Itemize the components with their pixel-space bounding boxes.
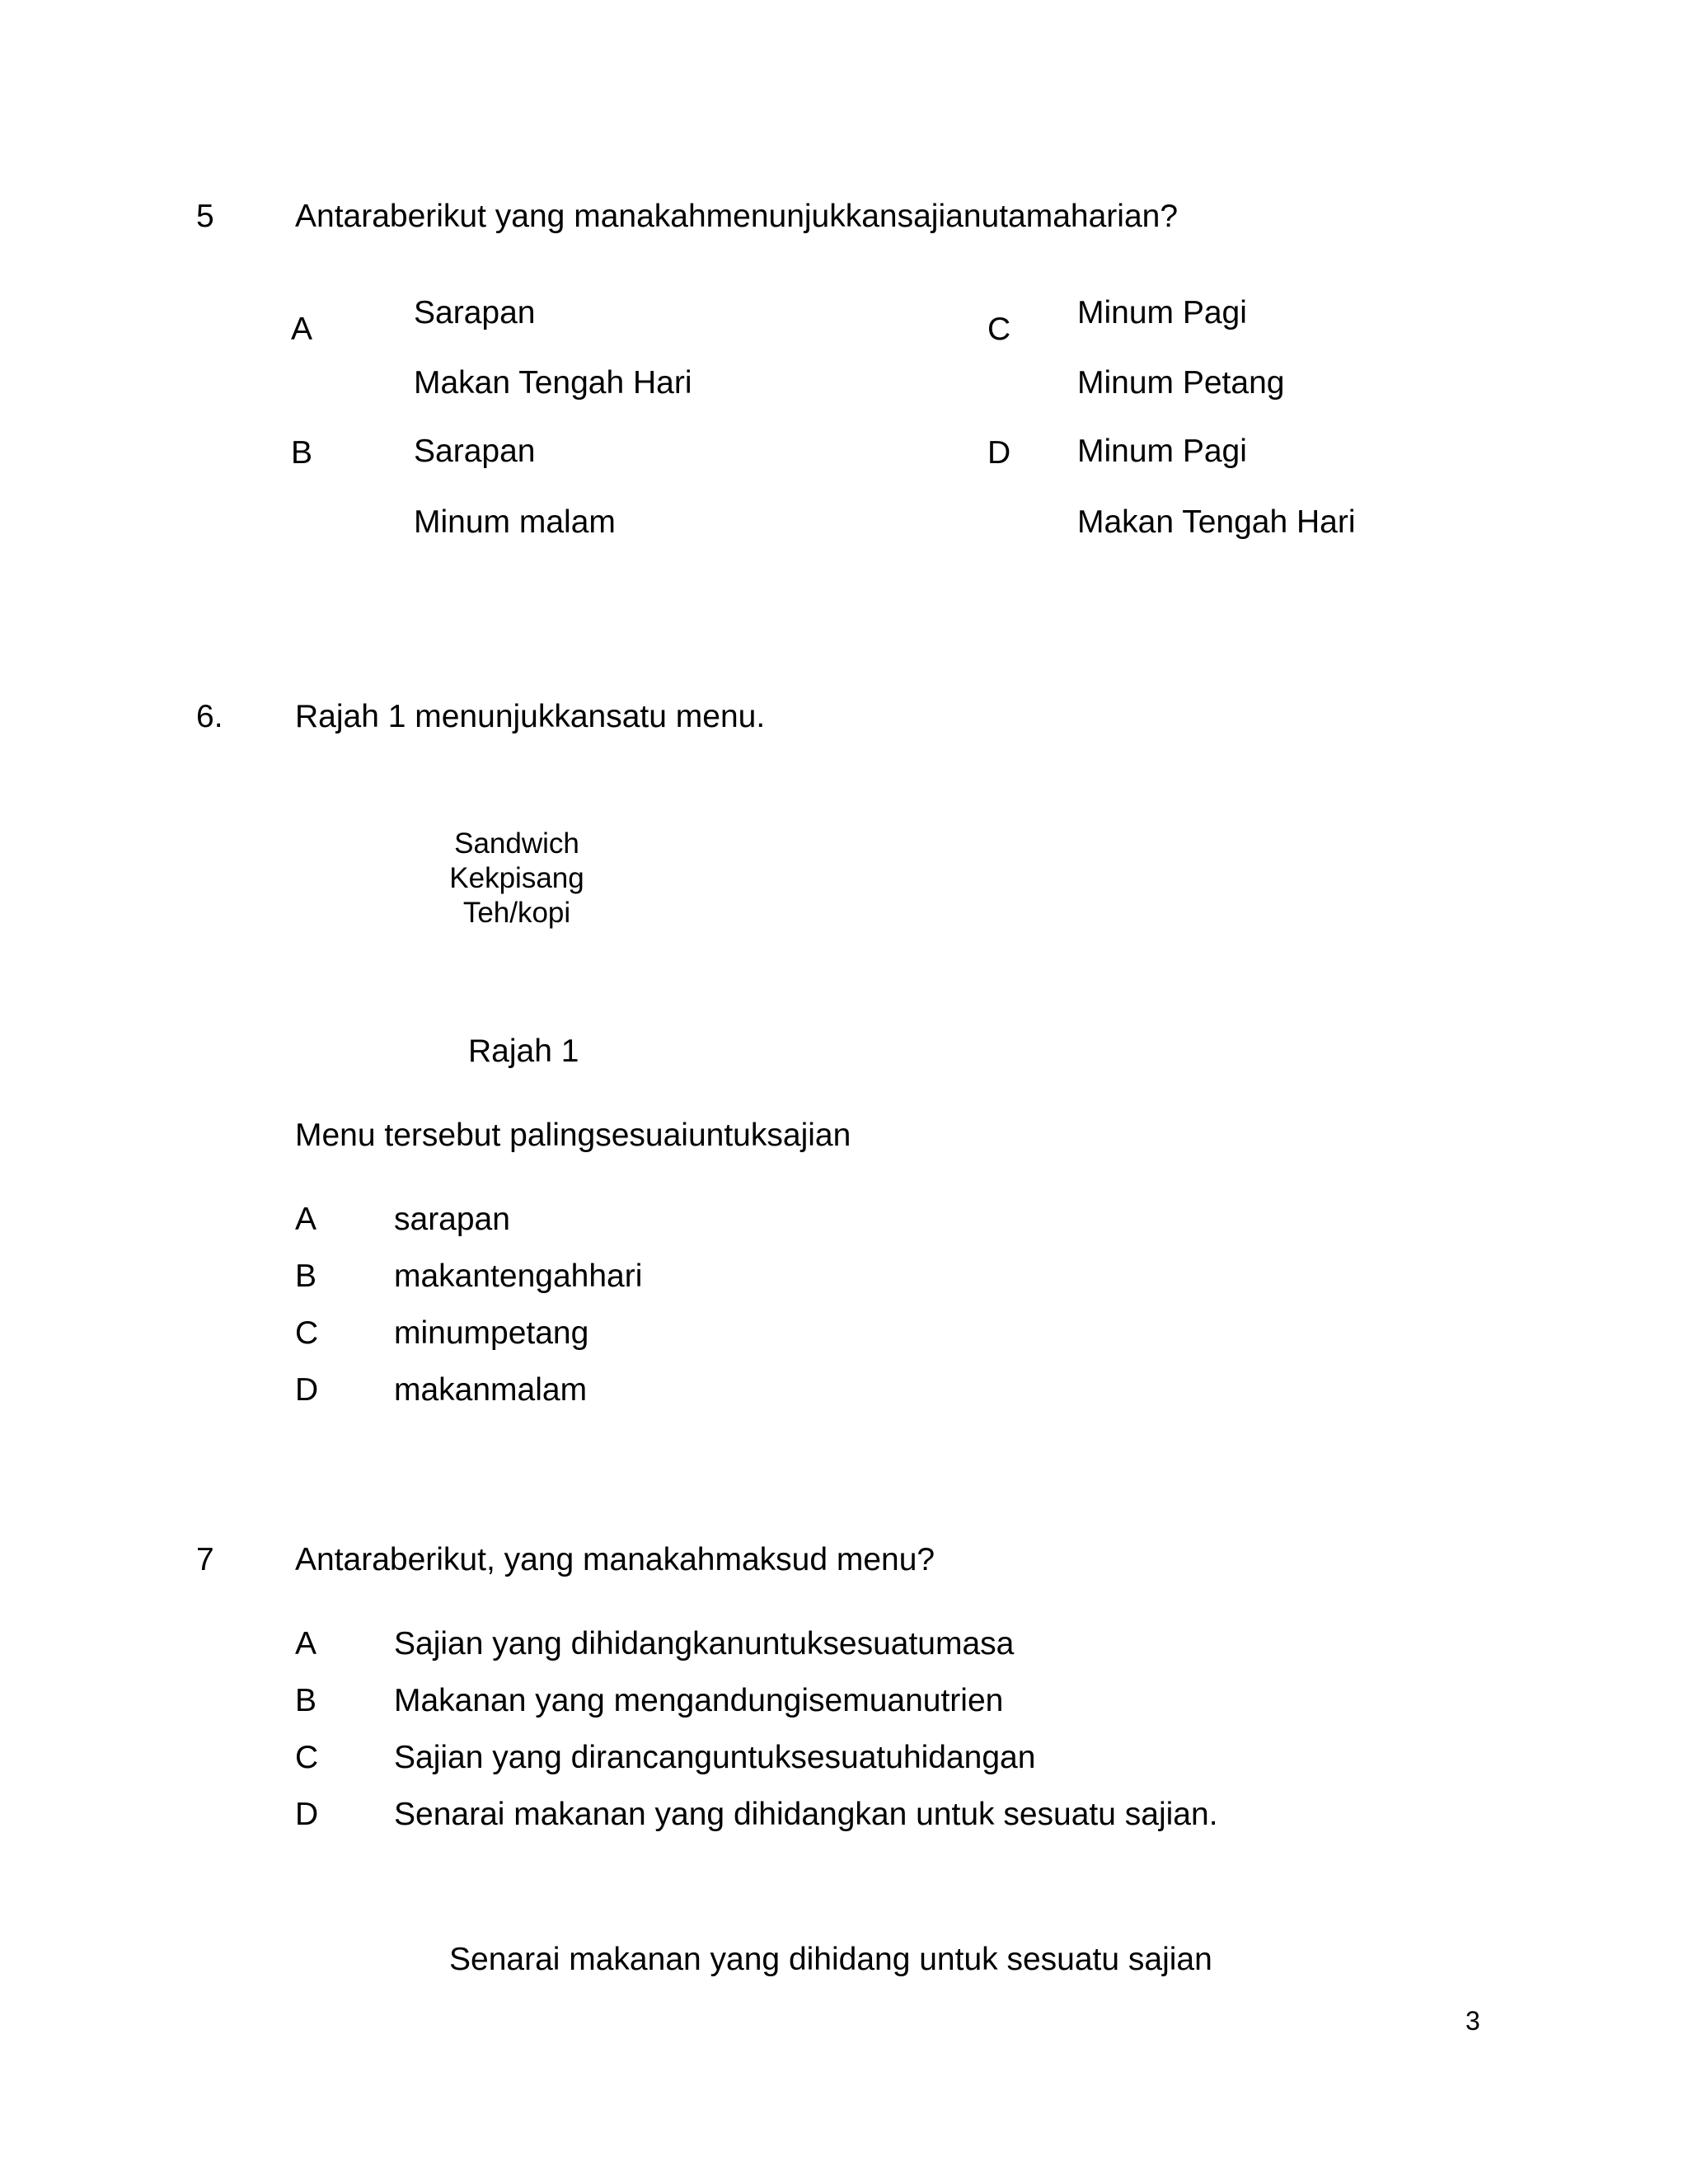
option-letter: B — [295, 1258, 317, 1294]
menu-item: Teh/kopi — [462, 897, 571, 929]
option-letter: C — [295, 1315, 319, 1351]
question-text: Antaraberikut yang manakahmenunjukkansajianutamaharian? — [295, 199, 1179, 234]
option-text: Sajian yang dirancanguntuksesuatuhidangan — [394, 1740, 1036, 1775]
option-line-2: Makan Tengah Hari — [1077, 504, 1356, 540]
option-line-1: Minum Pagi — [1077, 295, 1247, 330]
option-letter: B — [291, 435, 313, 471]
option-line-2: Makan Tengah Hari — [414, 365, 692, 401]
question-number: 6. — [196, 699, 223, 734]
option-text: Sajian yang dihidangkanuntuksesuatumasa — [394, 1626, 1015, 1661]
option-letter: B — [295, 1683, 317, 1718]
option-letter: D — [987, 435, 1011, 471]
figure-caption: Rajah 1 — [468, 1033, 579, 1069]
option-line-2: Minum Petang — [1077, 365, 1285, 401]
option-line-1: Sarapan — [414, 434, 536, 469]
option-letter: A — [291, 312, 313, 347]
menu-item: Kekpisang — [449, 862, 584, 894]
answer-note: Senarai makanan yang dihidang untuk sesuatu sajian — [449, 1942, 1212, 1977]
option-line-2: Minum malam — [414, 504, 616, 540]
menu-item: Sandwich — [454, 827, 579, 860]
option-letter: D — [295, 1797, 319, 1832]
question-text: Antaraberikut, yang manakahmaksud menu? — [295, 1542, 935, 1577]
option-text: makantengahhari — [394, 1258, 643, 1294]
option-text: minumpetang — [394, 1315, 589, 1351]
option-letter: C — [987, 312, 1011, 347]
question-text: Rajah 1 menunjukkansatu menu. — [295, 699, 766, 734]
option-text: sarapan — [394, 1202, 510, 1237]
option-text: Senarai makanan yang dihidangkan untuk sesuatu sajian. — [394, 1797, 1218, 1832]
option-line-1: Minum Pagi — [1077, 434, 1247, 469]
question-number: 5 — [196, 199, 214, 234]
question-number: 7 — [196, 1542, 214, 1577]
option-letter: A — [295, 1626, 317, 1661]
option-letter: A — [295, 1202, 317, 1237]
option-line-1: Sarapan — [414, 295, 536, 330]
option-text: Makanan yang mengandungisemuanutrien — [394, 1683, 1004, 1718]
page-number: 3 — [1465, 2006, 1480, 2036]
option-letter: D — [295, 1372, 319, 1408]
option-letter: C — [295, 1740, 319, 1775]
option-text: makanmalam — [394, 1372, 588, 1408]
question-stem: Menu tersebut palingsesuaiuntuksajian — [295, 1118, 851, 1153]
